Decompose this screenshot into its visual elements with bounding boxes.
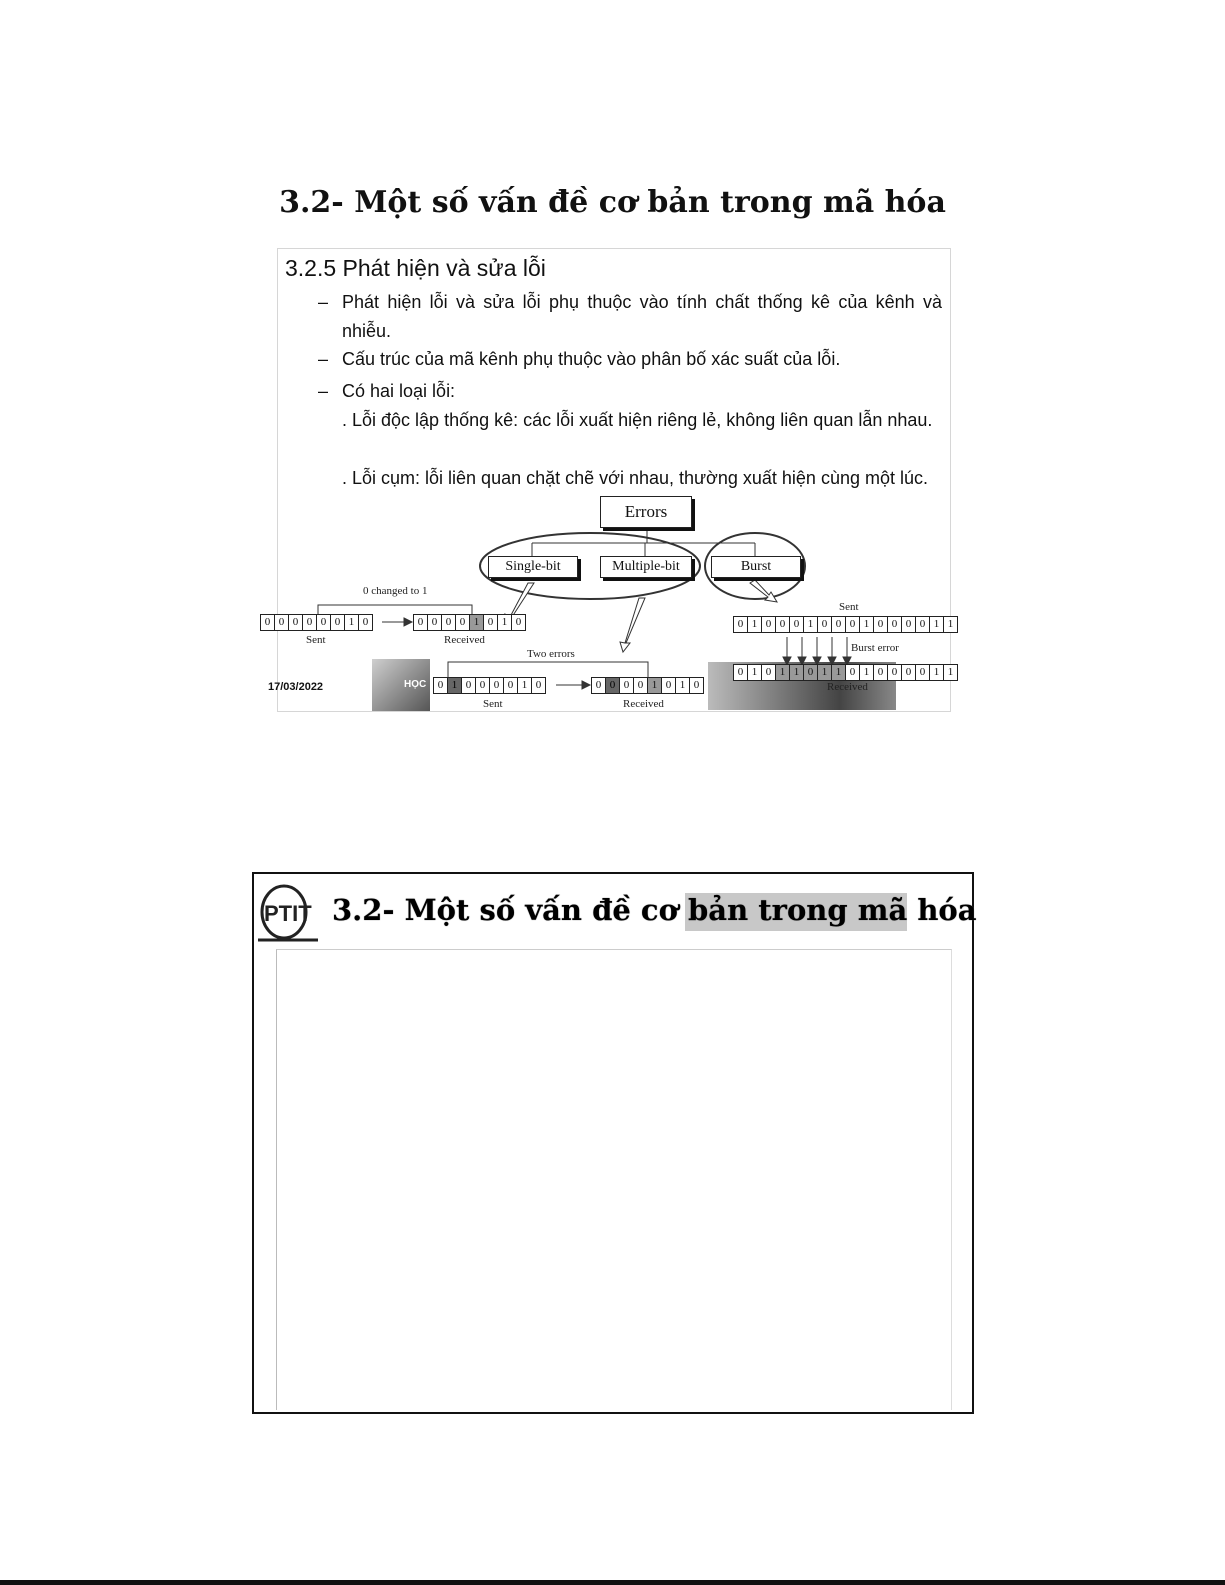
bit: 1	[344, 614, 359, 631]
bit: 1	[675, 677, 690, 694]
bit: 0	[260, 614, 275, 631]
burst-sent-bits	[734, 616, 958, 633]
ptit-logo	[258, 872, 322, 944]
burst-box: Burst	[711, 556, 801, 578]
bit: 0	[427, 614, 442, 631]
section-subheading: 3.2.5 Phát hiện và sửa lỗi	[285, 255, 546, 281]
single-bit-sent-bits	[261, 614, 373, 631]
multiple-bit-sent-bits	[434, 677, 546, 694]
multiple-bit-received-bits	[592, 677, 704, 694]
single-bit-sent-label: Sent	[306, 634, 326, 646]
bit: 0	[441, 614, 456, 631]
bit: 0	[475, 677, 490, 694]
bit: 0	[619, 677, 634, 694]
errors-root-box: Errors	[600, 496, 692, 528]
bit: 1	[517, 677, 532, 694]
burst-sent-label: Sent	[839, 601, 859, 613]
ptit-logo-text: PTIT	[264, 901, 312, 926]
bit: 1	[929, 616, 944, 633]
bit: 1	[929, 664, 944, 681]
bit: 0	[901, 616, 916, 633]
bit: 0	[831, 616, 846, 633]
sub-item: . Lỗi cụm: lỗi liên quan chặt chẽ với nhau, thường xuất hiện cùng một lúc.	[342, 468, 928, 488]
bit: 0	[733, 616, 748, 633]
bit: 0	[887, 616, 902, 633]
bit: 0	[915, 664, 930, 681]
bit: 0	[689, 677, 704, 694]
single-bit-box: Single-bit	[488, 556, 578, 578]
bit: 0	[531, 677, 546, 694]
bit: 1	[803, 616, 818, 633]
bit: 0	[817, 616, 832, 633]
single-bit-received-bits	[414, 614, 526, 631]
bit: 1	[789, 664, 804, 681]
bit: 0	[330, 614, 345, 631]
multiple-bit-box: Multiple-bit	[600, 556, 692, 578]
bit: 0	[483, 614, 498, 631]
bit: 0	[661, 677, 676, 694]
bit: 0	[605, 677, 620, 694]
bit: 0	[503, 677, 518, 694]
bit: 0	[761, 664, 776, 681]
bit: 0	[775, 616, 790, 633]
multiple-bit-sent-label: Sent	[483, 698, 503, 710]
bit: 0	[873, 616, 888, 633]
bit: 1	[469, 614, 484, 631]
bullet-item: – Cấu trúc của mã kênh phụ thuộc vào phân bố xác suất của lỗi.	[318, 349, 841, 369]
bit: 0	[274, 614, 289, 631]
bit: 1	[747, 664, 762, 681]
bullet-item: – Phát hiện lỗi và sửa lỗi phụ thuộc vào tính chất thống kê của kênh và nhiễu.	[318, 292, 942, 341]
bit: 0	[455, 614, 470, 631]
bit: 0	[433, 677, 448, 694]
decorative-banner: HỌC	[372, 659, 430, 711]
bit: 0	[733, 664, 748, 681]
bit: 0	[358, 614, 373, 631]
single-bit-received-label: Received	[444, 634, 485, 646]
multiple-bit-caption: Two errors	[527, 648, 575, 660]
bit: 1	[943, 616, 958, 633]
multiple-bit-received-label: Received	[623, 698, 664, 710]
bit: 1	[447, 677, 462, 694]
slide1-title: 3.2- Một số vấn đề cơ bản trong mã hóa	[279, 185, 946, 220]
bit: 1	[831, 664, 846, 681]
bit: 0	[302, 614, 317, 631]
burst-received-bits	[734, 664, 958, 681]
bit: 0	[316, 614, 331, 631]
bit: 0	[901, 664, 916, 681]
bit: 1	[497, 614, 512, 631]
bit: 1	[775, 664, 790, 681]
bit: 0	[288, 614, 303, 631]
bit: 0	[845, 664, 860, 681]
bit: 0	[511, 614, 526, 631]
bit: 0	[803, 664, 818, 681]
bit: 1	[859, 664, 874, 681]
bit: 1	[943, 664, 958, 681]
slide2-title: 3.2- Một số vấn đề cơ bản trong mã hóa	[332, 893, 977, 927]
sub-item: . Lỗi độc lập thống kê: các lỗi xuất hiện riêng lẻ, không liên quan lẫn nhau.	[342, 410, 933, 430]
bit: 1	[647, 677, 662, 694]
page-bottom-rule	[0, 1580, 1225, 1585]
bit: 0	[915, 616, 930, 633]
bit: 0	[591, 677, 606, 694]
bit: 0	[633, 677, 648, 694]
burst-received-label: Received	[827, 681, 868, 693]
bit: 1	[817, 664, 832, 681]
bit: 0	[789, 616, 804, 633]
bit: 1	[859, 616, 874, 633]
slide-date: 17/03/2022	[268, 681, 324, 693]
bullet-item: – Có hai loại lỗi:	[318, 381, 456, 401]
bit: 0	[887, 664, 902, 681]
bit: 0	[489, 677, 504, 694]
bit: 0	[761, 616, 776, 633]
bit: 0	[845, 616, 860, 633]
single-bit-caption: 0 changed to 1	[363, 585, 428, 597]
slide2-content-area	[276, 949, 952, 1410]
bit: 0	[413, 614, 428, 631]
bit: 0	[461, 677, 476, 694]
burst-error-caption: Burst error	[851, 642, 899, 654]
bit: 1	[747, 616, 762, 633]
bit: 0	[873, 664, 888, 681]
